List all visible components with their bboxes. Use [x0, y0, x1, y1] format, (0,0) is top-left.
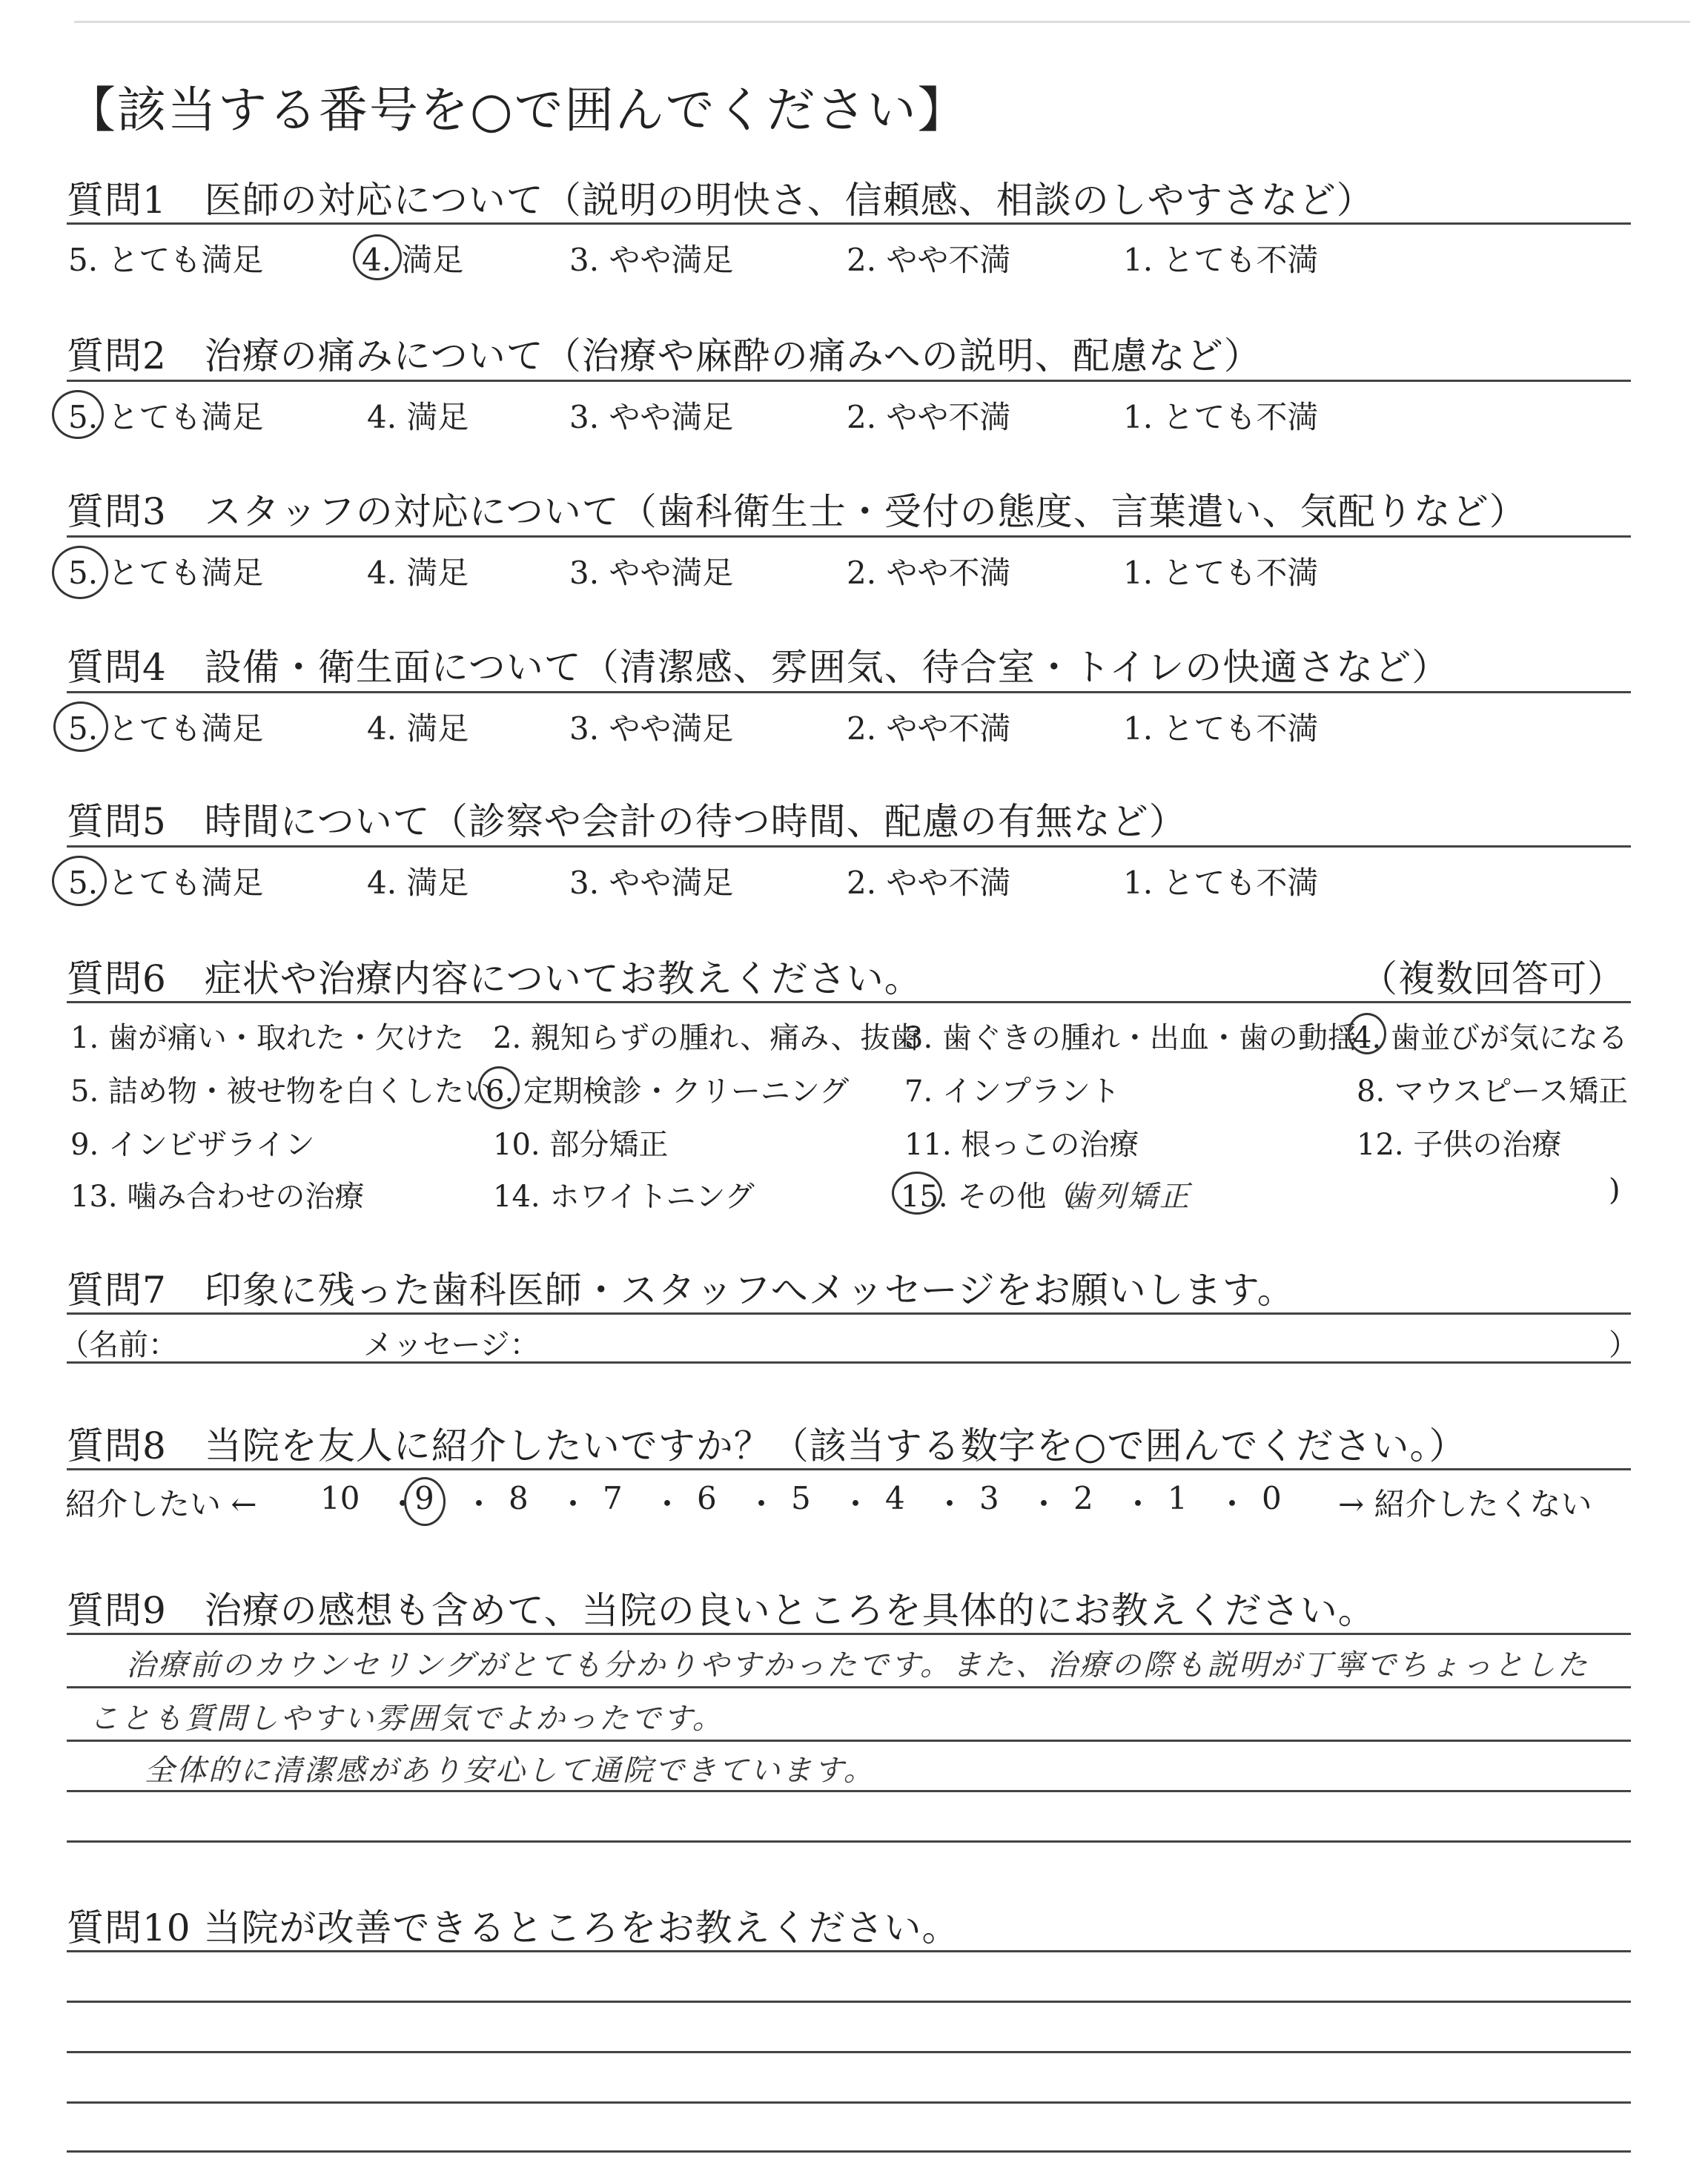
q2-option-3[interactable]: 3. やや満足 — [569, 399, 734, 435]
q9-answer-rule-2 — [67, 1740, 1631, 1742]
q4-rule — [67, 691, 1631, 693]
q8-number-2[interactable]: 2 — [1073, 1480, 1093, 1516]
q3-title: 質問3 スタッフの対応について（歯科衛生士・受付の態度、言葉遣い、気配りなど） — [67, 490, 1527, 533]
q9-answer-rule-1 — [67, 1686, 1631, 1688]
page-header: 【該当する番号を○で囲んでください】 — [67, 82, 968, 139]
q9-answer-line-1: 治療前のカウンセリングがとても分かりやすかったです。また、治療の際も説明が丁寧でちょっとした — [126, 1648, 1589, 1682]
q8-separator-dot: ・ — [840, 1486, 872, 1522]
q6-item-7[interactable]: 7. インプラント — [904, 1074, 1120, 1109]
q9-answer-rule-3 — [67, 1790, 1631, 1792]
q3-option-5[interactable]: 5. とても満足 — [68, 555, 264, 591]
q1-selection-circle — [353, 234, 402, 280]
q7-answer-rule — [67, 1361, 1631, 1364]
q3-option-3[interactable]: 3. やや満足 — [569, 555, 734, 591]
q9-answer-line-3: 全体的に清潔感があり安心して通院できています。 — [145, 1754, 875, 1788]
q2-rule — [67, 380, 1631, 382]
q8-right-label: → 紹介したくない — [1338, 1486, 1592, 1522]
q3-rule — [67, 535, 1631, 538]
top-border — [74, 21, 1690, 23]
q6-item-6[interactable]: 6. 定期検診・クリーニング — [486, 1074, 850, 1109]
q8-separator-dot: ・ — [463, 1486, 495, 1522]
q8-rule — [67, 1468, 1631, 1470]
q8-separator-dot: ・ — [557, 1486, 589, 1522]
q8-number-0[interactable]: 0 — [1262, 1480, 1282, 1516]
q8-title: 質問8 当院を友人に紹介したいですか？（該当する数字を○で囲んでください。） — [67, 1424, 1467, 1467]
q8-separator-dot: ・ — [652, 1486, 683, 1522]
q3-option-2[interactable]: 2. やや不満 — [847, 555, 1011, 591]
q4-option-2[interactable]: 2. やや不満 — [847, 710, 1011, 747]
q5-option-2[interactable]: 2. やや不満 — [847, 865, 1011, 901]
q8-left-label: 紹介したい ← — [65, 1486, 257, 1522]
q1-title: 質問1 医師の対応について（説明の明快さ、信頼感、相談のしやすさなど） — [67, 179, 1374, 222]
q4-option-4[interactable]: 4. 満足 — [367, 710, 469, 747]
q4-option-1[interactable]: 1. とても不満 — [1123, 710, 1319, 747]
q8-separator-dot: ・ — [746, 1486, 778, 1522]
q6-other-close-paren: ) — [1609, 1173, 1621, 1207]
q6-item-11[interactable]: 11. 根っこの治療 — [904, 1128, 1139, 1162]
q8-separator-dot: ・ — [1122, 1486, 1154, 1522]
q1-option-4[interactable]: 4. 満足 — [362, 242, 464, 278]
q8-separator-dot: ・ — [934, 1486, 966, 1522]
q5-option-5[interactable]: 5. とても満足 — [68, 865, 264, 901]
q4-option-5[interactable]: 5. とても満足 — [68, 710, 264, 747]
q9-rule — [67, 1633, 1631, 1635]
q10-answer-rule-4 — [67, 2150, 1631, 2153]
q1-option-3[interactable]: 3. やや満足 — [569, 242, 734, 278]
q2-title: 質問2 治療の痛みについて（治療や麻酔の痛みへの説明、配慮など） — [67, 334, 1262, 377]
q2-option-5[interactable]: 5. とても満足 — [68, 399, 264, 435]
q8-separator-dot: ・ — [1217, 1486, 1248, 1522]
q7-title: 質問7 印象に残った歯科医師・スタッフへメッセージをお願いします。 — [67, 1269, 1295, 1312]
q6-item-4[interactable]: 4. 歯並びが気になる — [1353, 1021, 1628, 1055]
q1-option-5[interactable]: 5. とても満足 — [68, 242, 264, 278]
q8-number-6[interactable]: 6 — [697, 1480, 717, 1516]
q8-number-7[interactable]: 7 — [603, 1480, 623, 1516]
q1-option-1[interactable]: 1. とても不満 — [1123, 242, 1319, 278]
q6-multi-answer-note: （複数回答可） — [1360, 957, 1625, 1000]
q2-option-1[interactable]: 1. とても不満 — [1123, 399, 1319, 435]
q8-selection-circle — [404, 1477, 446, 1526]
q1-option-2[interactable]: 2. やや不満 — [847, 242, 1011, 278]
q10-answer-rule-3 — [67, 2101, 1631, 2104]
q8-number-9[interactable]: 9 — [414, 1480, 434, 1516]
q8-separator-dot: ・ — [1028, 1486, 1060, 1522]
q8-number-8[interactable]: 8 — [509, 1480, 529, 1516]
q6-item-4-selection-circle — [1348, 1013, 1386, 1054]
q7-rule — [67, 1312, 1631, 1315]
q6-item-8[interactable]: 8. マウスピース矯正 — [1357, 1074, 1629, 1109]
q8-number-1[interactable]: 1 — [1168, 1480, 1188, 1516]
q6-item-15-selection-circle — [892, 1172, 942, 1215]
q6-item-2[interactable]: 2. 親知らずの腫れ、痛み、抜歯 — [493, 1021, 920, 1055]
q6-item-9[interactable]: 9. インビザライン — [70, 1128, 315, 1162]
q6-rule — [67, 1001, 1631, 1003]
q6-other-handwritten-text: 歯列矯正 — [1064, 1180, 1191, 1214]
q5-option-1[interactable]: 1. とても不満 — [1123, 865, 1319, 901]
q1-rule — [67, 222, 1631, 225]
q9-answer-rule-4 — [67, 1840, 1631, 1843]
q10-answer-rule-2 — [67, 2051, 1631, 2053]
q3-option-1[interactable]: 1. とても不満 — [1123, 555, 1319, 591]
q6-title: 質問6 症状や治療内容についてお教えください。 — [67, 957, 922, 1000]
q6-item-15[interactable]: 15. その他（ — [901, 1180, 1076, 1214]
q6-item-13[interactable]: 13. 噛み合わせの治療 — [70, 1180, 365, 1214]
q6-item-12[interactable]: 12. 子供の治療 — [1357, 1128, 1562, 1162]
q7-message-label: メッセージ： — [363, 1328, 540, 1362]
q6-item-10[interactable]: 10. 部分矯正 — [493, 1128, 669, 1162]
q5-option-3[interactable]: 3. やや満足 — [569, 865, 734, 901]
q3-option-4[interactable]: 4. 満足 — [367, 555, 469, 591]
q5-title: 質問5 時間について（診察や会計の待つ時間、配慮の有無など） — [67, 800, 1187, 843]
q7-name-label: （名前： — [59, 1328, 178, 1362]
q6-item-5[interactable]: 5. 詰め物・被せ物を白くしたい — [70, 1074, 494, 1109]
q2-selection-circle — [52, 390, 104, 439]
q10-title: 質問10 当院が改善できるところをお教えください。 — [67, 1906, 960, 1949]
q5-rule — [67, 845, 1631, 848]
q7-close-paren: ） — [1609, 1328, 1638, 1362]
q4-selection-circle — [53, 701, 108, 752]
q6-item-6-selection-circle — [478, 1066, 520, 1109]
q9-title: 質問9 治療の感想も含めて、当院の良いところを具体的にお教えください。 — [67, 1589, 1376, 1632]
q8-number-4[interactable]: 4 — [885, 1480, 905, 1516]
q2-option-2[interactable]: 2. やや不満 — [847, 399, 1011, 435]
q8-number-10[interactable]: 10 — [320, 1480, 360, 1516]
q6-item-14[interactable]: 14. ホワイトニング — [493, 1180, 755, 1214]
q3-selection-circle — [52, 546, 108, 599]
q8-number-3[interactable]: 3 — [979, 1480, 999, 1516]
q10-answer-rule-1 — [67, 2001, 1631, 2003]
q4-title: 質問4 設備・衛生面について（清潔感、雰囲気、待合室・トイレの快適さなど） — [67, 646, 1450, 689]
q5-selection-circle — [52, 856, 107, 906]
q4-option-3[interactable]: 3. やや満足 — [569, 710, 734, 747]
q8-number-5[interactable]: 5 — [791, 1480, 811, 1516]
q6-item-3[interactable]: 3. 歯ぐきの腫れ・出血・歯の動揺 — [904, 1021, 1357, 1055]
q8-separator-dot: ・ — [387, 1486, 419, 1522]
q5-option-4[interactable]: 4. 満足 — [367, 865, 469, 901]
q2-option-4[interactable]: 4. 満足 — [367, 399, 469, 435]
q9-answer-line-2: ことも質問しやすい雰囲気でよかったです。 — [89, 1702, 724, 1736]
q6-item-1[interactable]: 1. 歯が痛い・取れた・欠けた — [70, 1021, 464, 1055]
q10-rule — [67, 1950, 1631, 1952]
